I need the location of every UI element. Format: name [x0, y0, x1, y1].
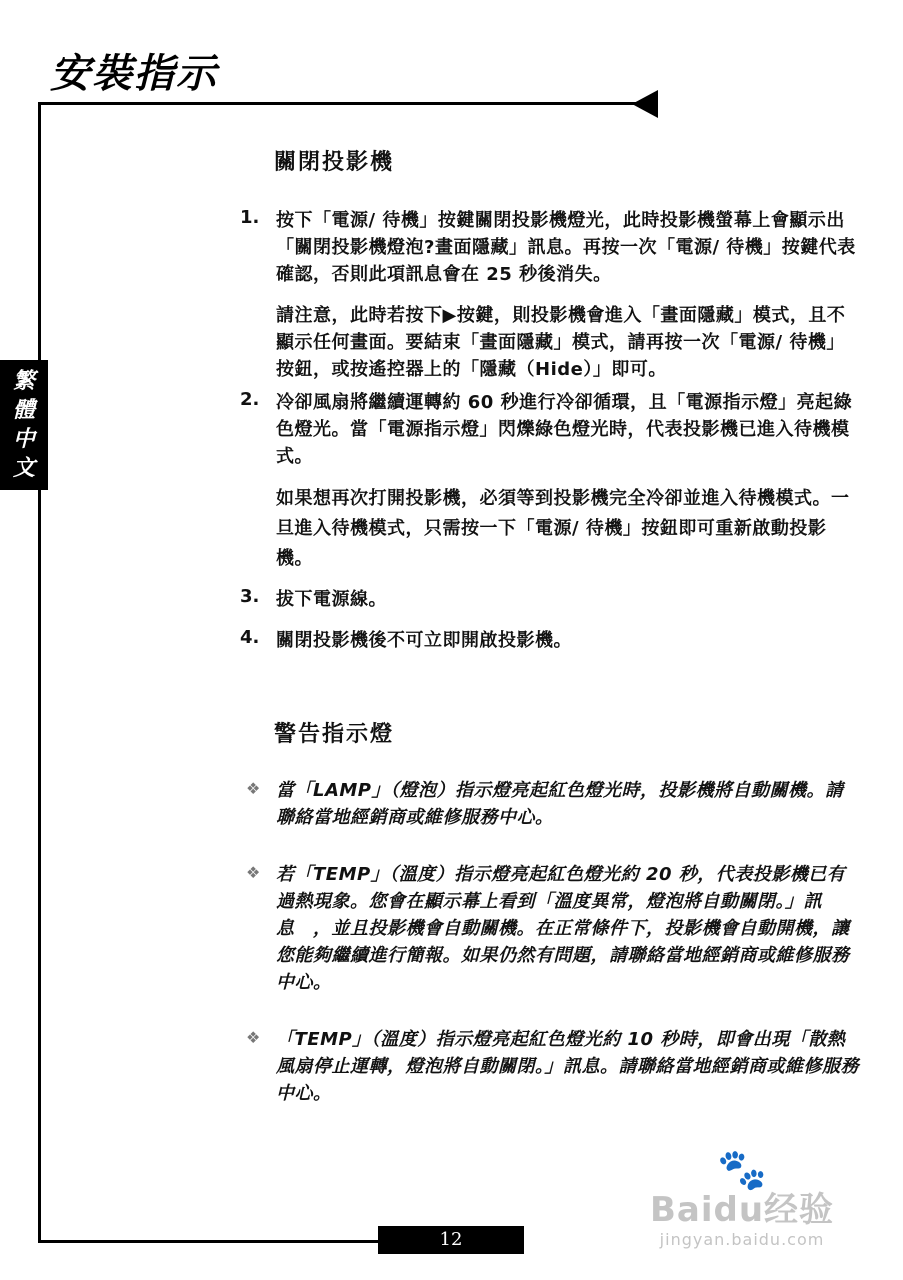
warnings-list: [240, 777, 860, 1137]
watermark: [637, 1147, 847, 1249]
watermark-brand: Baidu经验: [649, 1190, 835, 1230]
step-text: 按下「電源/ 待機」按鍵關閉投影機燈光，此時投影機螢幕上會顯示出「關閉投影機燈泡?畫面隱藏」訊息。再按一次「電源/ 待機」按鍵代表確認，否則此項訊息會在 25 秒後消失。: [276, 210, 856, 285]
side-tab-char: 體: [12, 398, 35, 423]
page-number: 12: [378, 1226, 524, 1254]
warning-text: 當「LAMP」（燈泡）指示燈亮起紅色燈光時，投影機將自動關機。請聯絡當地經銷商或維修服務中心。: [276, 780, 844, 828]
step-number: 4.: [240, 627, 260, 648]
side-tab-char: 繁: [12, 369, 35, 394]
page-title: 安裝指示: [50, 51, 218, 97]
warning-text: 若「TEMP」（溫度）指示燈亮起紅色燈光約 20 秒，代表投影機已有過熱現象。您會在顯示幕上看到「溫度異常，燈泡將自動關閉。」訊息 ，並且投影機會自動關機。在正常條件下，投影機會自動開機，讓您能夠繼續進行簡報。如果仍然有問題，請聯絡當地經銷商或維修服務中心。: [276, 864, 850, 993]
watermark-url: jingyan.baidu.com: [659, 1230, 825, 1249]
warning-text: 「TEMP」（溫度）指示燈亮起紅色燈光約 10 秒時，即會出現「散熱風扇停止運轉，燈泡將自動關閉。」訊息。請聯絡當地經銷商或維修服務中心。: [276, 1029, 859, 1104]
list-item: [240, 861, 860, 996]
left-rule: [38, 102, 41, 1242]
diamond-bullet-icon: ❖: [246, 863, 261, 882]
side-tab-char: 文: [12, 456, 35, 481]
list-item: [240, 389, 860, 574]
list-item: [240, 777, 860, 831]
arrow-left-icon: [632, 90, 658, 118]
step-number: 2.: [240, 389, 260, 410]
step-number: 1.: [240, 207, 260, 228]
side-tab-char: 中: [12, 427, 35, 452]
list-item: [240, 1026, 860, 1107]
step-text: 冷卻風扇將繼續運轉約 60 秒進行冷卻循環，且「電源指示燈」亮起綠色燈光。當「電源指示燈」閃爍綠色燈光時，代表投影機已進入待機模式。: [276, 392, 853, 467]
step-note: 如果想再次打開投影機，必須等到投影機完全冷卻並進入待機模式。一旦進入待機模式，只需按一下「電源/ 待機」按鈕即可重新啟動投影機。: [276, 488, 850, 569]
list-item: [240, 627, 860, 654]
paw-icon: 🐾: [717, 1147, 767, 1193]
step-number: 3.: [240, 586, 260, 607]
diamond-bullet-icon: ❖: [246, 779, 261, 798]
step-note: 請注意，此時若按下▶按鍵，則投影機會進入「畫面隱藏」模式，且不顯示任何畫面。要結束「畫面隱藏」模式，請再按一次「電源/ 待機」按鈕，或按遙控器上的「隱藏（Hide）」即可。: [276, 305, 846, 380]
section-heading-shutdown: 關閉投影機: [274, 150, 395, 175]
header-rule: [38, 102, 638, 105]
step-text: 關閉投影機後不可立即開啟投影機。: [276, 630, 572, 651]
list-item: [240, 586, 860, 613]
language-side-tab: [0, 360, 48, 490]
section-heading-warning: 警告指示燈: [274, 722, 395, 747]
list-item: [240, 207, 860, 383]
step-text: 拔下電源線。: [276, 589, 387, 610]
steps-list: [240, 207, 860, 654]
diamond-bullet-icon: ❖: [246, 1028, 261, 1047]
